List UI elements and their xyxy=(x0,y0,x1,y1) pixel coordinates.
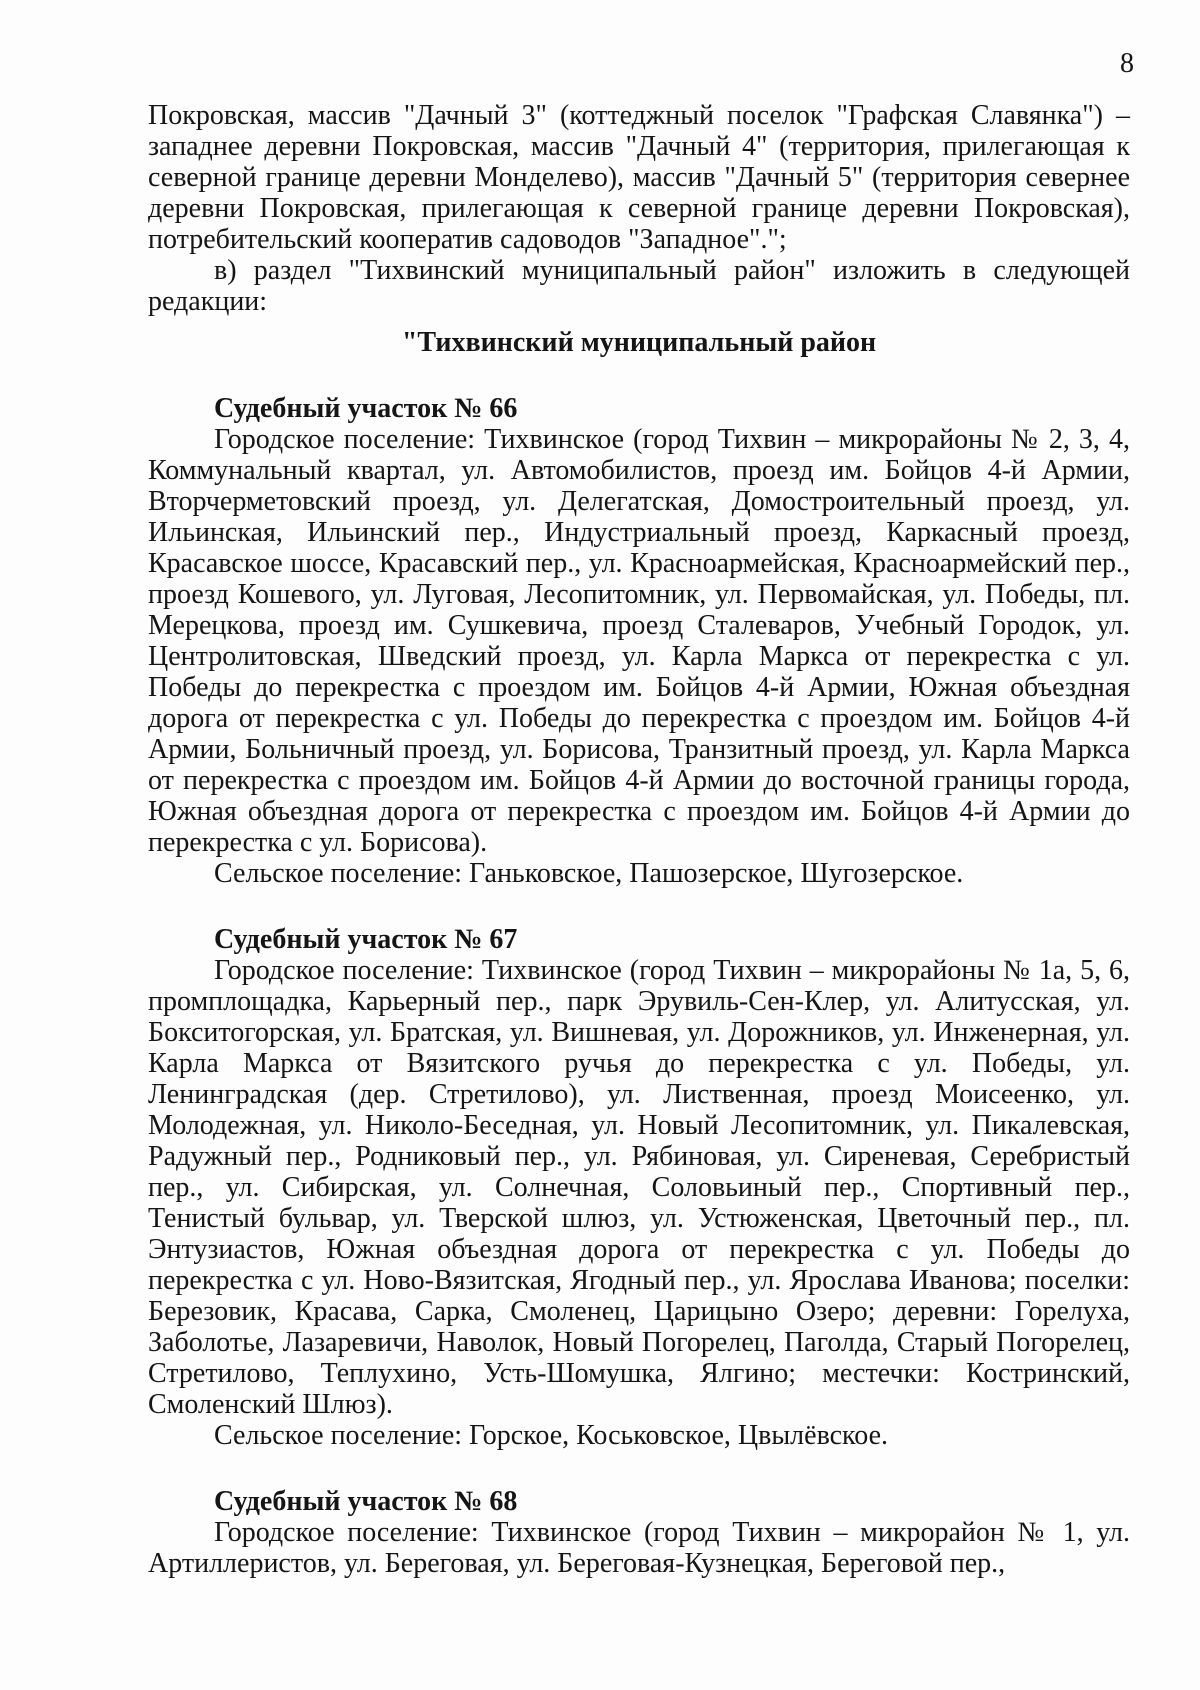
section-66-heading: Судебный участок № 66 xyxy=(214,393,518,424)
section-67-rural-paragraph: Сельское поселение: Горское, Коськовское, Цвылёвское. xyxy=(214,1420,889,1451)
section-67-heading: Судебный участок № 67 xyxy=(214,924,518,955)
district-heading: "Тихвинский муниципальный район xyxy=(401,327,877,358)
section-67-urban-paragraph: Городское поселение: Тихвинское (город Тихвин – микрорайоны № 1а, 5, 6, промплощадка, Карьерный пер., парк Эрувиль-Сен-Клер, ул. Алитусская, ул. Бокситогорская, ул. Братская, ул. Вишневая, ул. Дорожников, ул. Инженерная, ул. Карла Маркса от Вязитского ручья до перекрестка с ул. Победы, ул. Ленинградская (дер. Стретилово), ул. Лиственная, проезд Моисеенко, ул. Молодежная, ул. Николо-Беседная, ул. Новый Лесопитомник, ул. Пикалевская, Радужный пер., Родниковый пер., ул. Рябиновая, ул. Сиреневая, Серебристый пер., ул. Сибирская, ул. Солнечная, Соловьиный пер., Спортивный пер., Тенистый бульвар, ул. Тверской шлюз, ул. Устюженская, Цветочный пер., пл. Энтузиастов, Южная объездная дорога от перекрестка с ул. Победы до перекрестка с ул. Ново-Вязитская, Ягодный пер., ул. Ярослава Иванова; поселки: Березовик, Красава, Сарка, Смоленец, Царицыно Озеро; деревни: Горелуха, Заболотье, Лазаревичи, Наволок, Новый Погорелец, Паголда, Старый Погорелец, Стретилово, Теплухино, Усть-Шомушка, Ялгино; местечки: Костринский, Смоленский Шлюз). xyxy=(148,955,1130,1420)
page-number: 8 xyxy=(1120,48,1134,79)
section-66-urban-paragraph: Городское поселение: Тихвинское (город Тихвин – микрорайоны № 2, 3, 4, Коммунальный квартал, ул. Автомобилистов, проезд им. Бойцов 4-й Армии, Вторчерметовский проезд, ул. Делегатская, Домостроительный проезд, ул. Ильинская, Ильинский пер., Индустриальный проезд, Каркасный проезд, Красавское шоссе, Красавский пер., ул. Красноармейская, Красноармейский пер., проезд Кошевого, ул. Луговая, Лесопитомник, ул. Первомайская, ул. Победы, пл. Мерецкова, проезд им. Сушкевича, проезд Сталеваров, Учебный Городок, ул. Центролитовская, Шведский проезд, ул. Карла Маркса от перекрестка с ул. Победы до перекрестка с проездом им. Бойцов 4-й Армии, Южная объездная дорога от перекрестка с ул. Победы до перекрестка с проездом им. Бойцов 4-й Армии, Больничный проезд, ул. Борисова, Транзитный проезд, ул. Карла Маркса от перекрестка с проездом им. Бойцов 4-й Армии до восточной границы города, Южная объездная дорога от перекрестка с проездом им. Бойцов 4-й Армии до перекрестка с ул. Борисова). xyxy=(148,424,1130,858)
document-body xyxy=(148,100,1130,1579)
section-68-urban-paragraph: Городское поселение: Тихвинское (город Тихвин – микрорайон № 1, ул. Артиллеристов, ул. Береговая, ул. Береговая-Кузнецкая, Береговой пер., xyxy=(148,1517,1130,1579)
amendment-intro-paragraph: в) раздел "Тихвинский муниципальный район" изложить в следующей редакции: xyxy=(148,255,1130,317)
section-68-heading: Судебный участок № 68 xyxy=(214,1486,518,1517)
continuation-paragraph: Покровская, массив "Дачный 3" (коттеджный поселок "Графская Славянка") – западнее деревни Покровская, массив "Дачный 4" (территория, прилегающая к северной границе деревни Монделево), массив "Дачный 5" (территория севернее деревни Покровская, прилегающая к северной границе деревни Покровская), потребительский кооператив садоводов "Западное"."; xyxy=(148,100,1130,255)
section-66-rural-paragraph: Сельское поселение: Ганьковское, Пашозерское, Шугозерское. xyxy=(214,858,964,889)
